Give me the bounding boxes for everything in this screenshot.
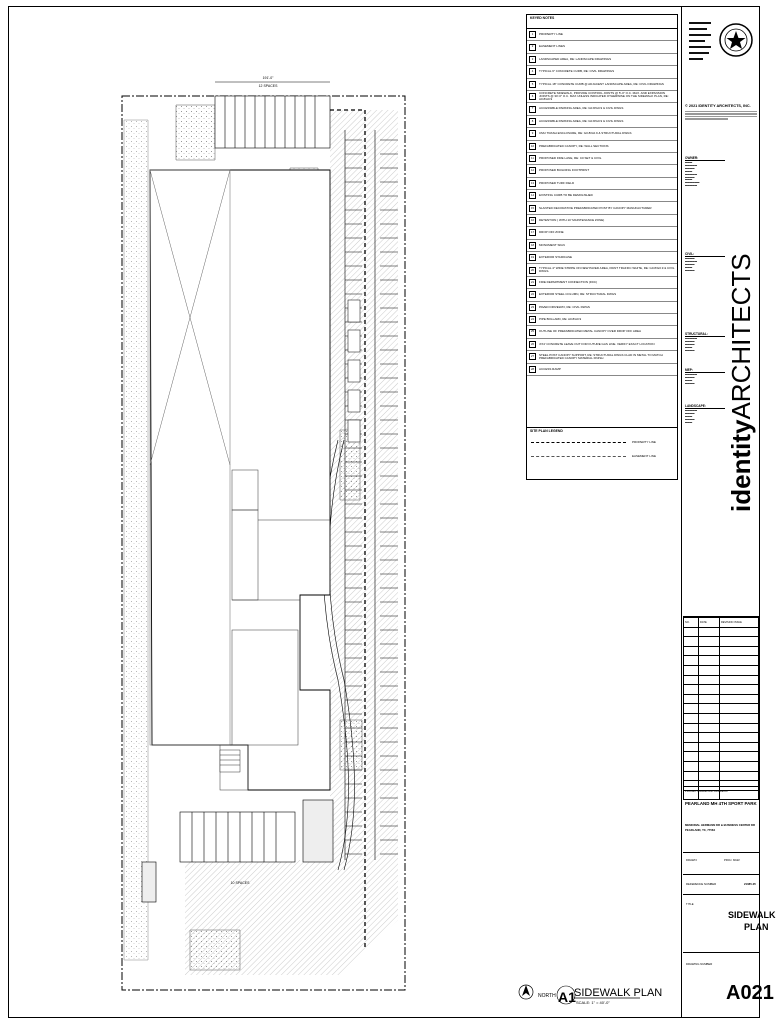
keyed-note-number: 26: [529, 341, 536, 348]
revision-row: [684, 752, 759, 762]
keyed-note-text: DROP OFF ZONE: [539, 230, 564, 235]
revision-row: [684, 694, 759, 704]
legend-title: SITE PLAN LEGEND: [530, 429, 563, 433]
revision-cell: [699, 713, 720, 723]
legend-row-property: [527, 435, 677, 449]
revision-row: [684, 704, 759, 714]
keyed-note-text: LANDSCAPED AREA, RE: LANDSCAPE DRAWINGS: [539, 56, 612, 61]
revision-cell: [699, 771, 720, 781]
keyed-note-text: PIPE BOLLARD, RE: A0.8/A0.9: [539, 317, 582, 322]
building-footprint: [150, 170, 330, 790]
keyed-note-number: 2: [529, 44, 536, 51]
revision-row: [684, 675, 759, 685]
dimension-text-top: 191'-0": [262, 76, 274, 80]
revision-cell: [684, 656, 699, 666]
landscape-label: LANDSCAPE:: [685, 404, 725, 409]
revision-cell: [720, 694, 759, 704]
keyed-note-text: PROPOSED BUILDING FOOTPRINT: [539, 168, 590, 173]
keyed-note-text: OUTLINE OF PREFABRICATED METAL CANOPY OVER DROP OFF AREA: [539, 329, 642, 334]
owner-label: OWNER:: [685, 156, 725, 161]
keyed-notes-list: [527, 29, 677, 376]
revision-cell: [684, 742, 699, 752]
revision-row: [684, 771, 759, 781]
keyed-note-text: PREFABRICATED CANOPY, RE: WALL SECTIONS: [539, 143, 609, 148]
rev-issue-header: REVISION ISSUE: [720, 618, 759, 628]
structural-section: [685, 332, 725, 353]
keyed-note-number: 17: [529, 229, 536, 236]
divider-drawn: [683, 852, 759, 853]
keyed-note-text: ACCESSIBLE PARKING AREA, RE: G0.8/G0.9 & CIVIL DWGS: [539, 106, 624, 111]
revision-cell: [684, 665, 699, 675]
detail-scale: SCALE: 1" = 40'-0": [576, 1000, 610, 1005]
revision-cell: [699, 694, 720, 704]
project-name: PEARLAND MH 4TH SPORT PARK: [685, 801, 757, 806]
drawn-label: DRAWN:: [686, 858, 698, 862]
keyed-note-number: 6: [529, 93, 536, 100]
civil-details-redacted: ▬▬▬▬ ▬▬▬▬▬ ▬▬▬▬ ▬▬▬ ▬▬▬▬: [685, 257, 697, 272]
drawing-number-label: DRAWING NUMBER: [686, 962, 713, 966]
keyed-note-number: 24: [529, 316, 536, 323]
revision-row: [684, 656, 759, 666]
keyed-note-number: 18: [529, 242, 536, 249]
keyed-note-number: 22: [529, 291, 536, 298]
revision-cell: [720, 637, 759, 647]
keyed-note-text: SLANTED DECORATIVE PREFABRICATED POST BY CANOPY MANUFACTURER: [539, 205, 652, 210]
accessible-parking-stalls: [348, 300, 360, 442]
structural-details-redacted: ▬▬▬▬▬ ▬▬▬▬ ▬▬▬▬ ▬▬▬ ▬▬▬▬: [685, 337, 697, 352]
landscape-area-top-left: [176, 105, 215, 160]
keyed-note-text: 4'X4' CONCRETE LEAVE OUT FOR FUTURE GAS LINE. VERIFY EXACT LOCATION: [539, 341, 655, 346]
keyed-note-item: [527, 165, 677, 177]
revision-row: [684, 761, 759, 771]
keyed-note-text: MONUMENT SIGN: [539, 242, 565, 247]
keyed-note-text: TYPICAL 4" WIDE STRIPE ON NEW PAVED AREA, PAINT TRAFFIC WHITE, RE: G0.8/G0.9 & CIVIL DWGS.: [539, 265, 675, 274]
keyed-note-number: 19: [529, 254, 536, 261]
keyed-note-item: [527, 202, 677, 214]
revision-cell: [720, 761, 759, 771]
brand-bold: identityARCHITECTS: [726, 253, 756, 512]
spaces-text-bottom: 10 SPACES: [230, 881, 250, 885]
sheet-title-line-2: PLAN: [744, 922, 769, 932]
project-label: PROJECT NAME AND ADDRESS: [685, 789, 728, 793]
revision-cell: [699, 704, 720, 714]
title-label: TITLE: [686, 902, 694, 906]
keyed-note-text: ACCESSIBLE PARKING AREA, RE: G0.8/G0.9 & CIVIL DWGS: [539, 118, 624, 123]
divider-reference: [683, 874, 759, 875]
keyed-note-item: [527, 29, 677, 41]
legend-property-label: PROPERTY LINE: [632, 439, 656, 444]
revision-cell: [699, 761, 720, 771]
keyed-note-item: [527, 54, 677, 66]
landscape-area-bottom: [190, 930, 240, 970]
parking-row-bottom: [180, 812, 295, 862]
project-address-2: PEARLAND, TX, 77584: [685, 828, 715, 832]
keyed-note-number: 14: [529, 192, 536, 199]
keyed-note-number: 11: [529, 155, 536, 162]
keyed-note-text: TYPICAL 6" CONCRETE CURB, RE: CIVIL DRAWINGS: [539, 69, 615, 74]
revision-cell: [684, 771, 699, 781]
keyed-note-number: 10: [529, 143, 536, 150]
legend-easement-label: EASEMENT LINE: [632, 453, 656, 458]
landscape-details-redacted: ▬▬▬▬▬ ▬▬▬▬ ▬▬▬ ▬▬▬▬ ▬▬▬: [685, 409, 697, 424]
revision-row: [684, 646, 759, 656]
keyed-note-number: 23: [529, 304, 536, 311]
keyed-note-text: CONCRETE SIDEWALK, PROVIDE CONTROL JOINTS @ 5'-0" O.C. MAX. AND EXPANSION JOINTS @ 30'-0" O.C. MAX UNLESS INDICATED OTHERWISE ON THE SIDEWALK PLAN, RE: A0.8/A0.9: [539, 90, 669, 102]
keyed-note-item: [527, 364, 677, 376]
keyed-note-number: 20: [529, 267, 536, 274]
revision-cell: [720, 685, 759, 695]
revision-cell: [699, 646, 720, 656]
copyright-text: © 2021 IDENTITY ARCHITECTS, INC.: [685, 104, 751, 108]
keyed-notes-panel: [526, 14, 678, 480]
revision-cell: [699, 665, 720, 675]
pm-label: PROJ. MGR:: [724, 858, 741, 862]
structural-label: STRUCTURAL:: [685, 332, 725, 337]
keyed-note-item: [527, 128, 677, 140]
site-plan-legend: [527, 427, 677, 463]
revision-cell: [684, 723, 699, 733]
revision-cell: [720, 713, 759, 723]
rev-no-header: NO.: [684, 618, 699, 628]
keyed-note-text: ACCESS RAMP: [539, 366, 561, 371]
keyed-note-item: [527, 215, 677, 227]
keyed-note-text: EXTERIOR STEEL COLUMN, RE: STRUCTURAL DWGS: [539, 292, 617, 297]
revision-cell: [684, 752, 699, 762]
revision-cell: [684, 704, 699, 714]
keyed-note-number: 12: [529, 167, 536, 174]
revision-cell: [720, 646, 759, 656]
keyed-note-number: 15: [529, 205, 536, 212]
keyed-note-text: STEEL POST CANOPY SUPPORT, RE: STRUCTURAL DWGS CLAD IN METAL TO MATCH PREFABRICATED CANOPY MATERIAL FINISH: [539, 352, 663, 360]
revision-row: [684, 742, 759, 752]
easement-line-swatch: [531, 456, 626, 457]
keyed-note-item: [527, 116, 677, 128]
keyed-note-item: [527, 264, 677, 276]
revision-cell: [720, 752, 759, 762]
divider-drawing-number: [683, 952, 759, 953]
spaces-text-top: 12 SPACES: [258, 84, 278, 88]
revision-cell: [684, 646, 699, 656]
keyed-note-number: 27: [529, 353, 536, 360]
revision-cell: [684, 761, 699, 771]
revision-header-row: [684, 618, 759, 628]
keyed-note-text: PAVED DRIVEWAY, RE: CIVIL DWGS: [539, 304, 590, 309]
copyright-fine-print: [685, 110, 757, 121]
landscape-area-left: [124, 120, 148, 960]
revision-cell: [699, 733, 720, 743]
rev-date-header: DATE: [699, 618, 720, 628]
landscape-section: [685, 404, 725, 425]
revision-cell: [684, 637, 699, 647]
revision-row: [684, 713, 759, 723]
revision-cell: [684, 627, 699, 637]
revision-cell: [684, 694, 699, 704]
revision-row: [684, 685, 759, 695]
firm-brand-wordmark: [726, 156, 756, 516]
revision-cell: [699, 742, 720, 752]
keyed-note-item: [527, 314, 677, 326]
civil-label: CIVIL:: [685, 252, 725, 257]
keyed-note-item: [527, 240, 677, 252]
prefabricated-canopy: [303, 800, 333, 862]
keyed-note-text: DETENTION ( WITH 10' MAINTENANCE ZONE): [539, 217, 605, 222]
reference-label: REFERENCE NUMBER: [686, 882, 717, 886]
detail-title: SIDEWALK PLAN: [574, 987, 663, 999]
title-block: [681, 6, 760, 1018]
keyed-note-item: [527, 66, 677, 78]
revision-cell: [699, 627, 720, 637]
keyed-note-item: [527, 252, 677, 264]
keyed-note-item: [527, 339, 677, 351]
keyed-note-item: [527, 190, 677, 202]
keyed-note-item: [527, 41, 677, 53]
keyed-note-number: 8: [529, 118, 536, 125]
keyed-note-item: [527, 277, 677, 289]
drawing-number: A021: [726, 982, 774, 1004]
mep-label: MEP:: [685, 368, 725, 373]
revision-cell: [699, 637, 720, 647]
keyed-note-number: 13: [529, 180, 536, 187]
revision-cell: [699, 675, 720, 685]
north-label: NORTH: [538, 993, 556, 999]
owner-section: [685, 156, 725, 188]
keyed-note-number: 28: [529, 366, 536, 373]
keyed-note-number: 21: [529, 279, 536, 286]
revision-cell: [684, 685, 699, 695]
owner-details-redacted: ▬▬▬ ▬▬▬▬▬ ▬▬▬▬ ▬▬▬ ▬▬▬▬▬ ▬▬▬▬ ▬▬▬ ▬▬▬▬▬▬ ▬▬▬▬▬: [685, 161, 700, 188]
revision-cell: [699, 656, 720, 666]
project-address-1: MEMORIAL HERMANN DR & BUSINESS CENTER DR: [685, 823, 756, 827]
keyed-note-number: 4: [529, 68, 536, 75]
keyed-note-item: [527, 351, 677, 363]
revision-row: [684, 733, 759, 743]
keyed-note-number: 1: [529, 31, 536, 38]
revision-cell: [720, 665, 759, 675]
keyed-note-item: [527, 91, 677, 103]
keyed-note-text: EASEMENT LINES: [539, 44, 565, 49]
keyed-note-item: [527, 153, 677, 165]
revision-cell: [699, 723, 720, 733]
keyed-note-item: [527, 289, 677, 301]
keyed-note-item: [527, 326, 677, 338]
keyed-note-number: 5: [529, 81, 536, 88]
revision-row: [684, 637, 759, 647]
keyed-note-item: [527, 79, 677, 91]
revision-cell: [720, 771, 759, 781]
keyed-note-item: [527, 141, 677, 153]
revision-row: [684, 723, 759, 733]
parking-row-top: [215, 96, 330, 148]
keyed-note-text: TYPICAL 18" CONCRETE CURB @ ADJACENT LANDSCAPE AREA, RE: CIVIL DRAWINGS: [539, 81, 664, 86]
revision-row: [684, 627, 759, 637]
revision-cell: [720, 627, 759, 637]
civil-section: [685, 252, 725, 273]
keyed-note-text: FIRE DEPARTMENT CONNECTION (FDC): [539, 279, 598, 284]
keyed-note-number: 3: [529, 56, 536, 63]
revision-cell: [720, 704, 759, 714]
mep-details-redacted: ▬▬▬▬▬ ▬▬▬▬ ▬▬▬ ▬▬▬▬: [685, 373, 697, 385]
revision-cell: [699, 685, 720, 695]
revision-cell: [684, 675, 699, 685]
revision-cell: [720, 742, 759, 752]
project-info: [683, 786, 759, 832]
keyed-note-text: EXISTING CURB TO BE DEMOLISHED: [539, 193, 593, 198]
keyed-note-text: PROPOSED FIRE LANE, RE: C0 SET & CIVIL: [539, 156, 602, 160]
keyed-note-text: PROPOSED TURF FIELD: [539, 180, 575, 185]
keyed-note-item: [527, 302, 677, 314]
revision-row: [684, 665, 759, 675]
divider-title: [683, 894, 759, 895]
keyed-note-text: CMU TRASH ENCLOSURE, RE: G0.8/G0.9 & STRUCTURAL DWGS: [539, 131, 632, 136]
keyed-note-text: EXTERIOR STAIRCASE: [539, 255, 572, 260]
reference-number: 21085-05: [744, 882, 756, 886]
exterior-staircase: [220, 750, 240, 772]
revision-cell: [684, 733, 699, 743]
mep-section: [685, 368, 725, 386]
keyed-note-number: 7: [529, 106, 536, 113]
keyed-note-number: 16: [529, 217, 536, 224]
keyed-note-number: 9: [529, 130, 536, 137]
keyed-notes-title: KEYED NOTES: [527, 15, 677, 29]
legend-row-easement: [527, 449, 677, 463]
keyed-note-number: 25: [529, 329, 536, 336]
keyed-note-text: PROPERTY LINE: [539, 32, 563, 37]
revision-cell: [720, 656, 759, 666]
revision-cell: [720, 723, 759, 733]
revision-table: [683, 616, 759, 787]
sheet-title-line-1: SIDEWALK: [728, 910, 776, 920]
revision-cell: [720, 675, 759, 685]
revision-cell: [720, 733, 759, 743]
firm-seal-icon: [686, 12, 756, 102]
keyed-note-item: [527, 178, 677, 190]
north-arrow: [519, 985, 533, 999]
detail-number: A1: [558, 989, 576, 1005]
trash-enclosure: [142, 862, 156, 902]
revision-cell: [699, 752, 720, 762]
keyed-note-item: [527, 227, 677, 239]
revision-cell: [684, 713, 699, 723]
property-line-swatch: [531, 442, 626, 443]
keyed-note-item: [527, 103, 677, 115]
